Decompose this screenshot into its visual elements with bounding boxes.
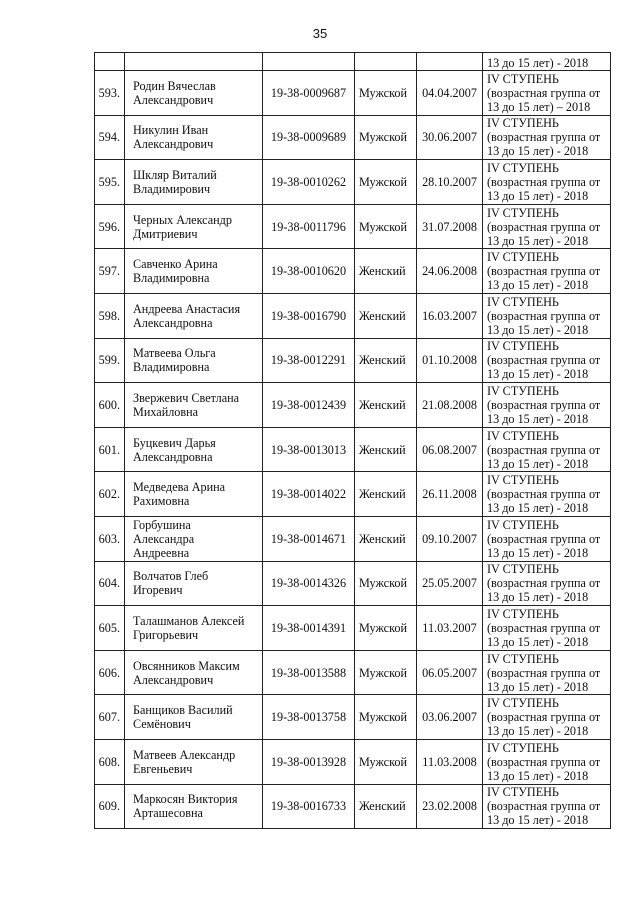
grade-line: IV СТУПЕНЬ <box>487 517 559 532</box>
name-line: Черных Александр <box>133 212 232 227</box>
grade-line: 13 до 15 лет) - 2018 <box>487 768 589 783</box>
sex-cell: Мужской <box>355 650 417 695</box>
name-line: Буцкевич Дарья <box>133 435 216 450</box>
grade-line: IV СТУПЕНЬ <box>487 294 559 309</box>
table-row <box>95 561 611 606</box>
table-row <box>95 383 611 428</box>
grade-line: (возрастная группа от <box>487 308 601 323</box>
name-line: Михайловна <box>133 404 199 419</box>
grade-line: (возрастная группа от <box>487 754 601 769</box>
grade-cell <box>483 427 611 472</box>
table-row <box>95 472 611 517</box>
grade-line: (возрастная группа от <box>487 174 601 189</box>
name-line: Александрович <box>133 92 214 107</box>
name-line: Григорьевич <box>133 627 199 642</box>
sex-cell: Женский <box>355 472 417 517</box>
grade-line: 13 до 15 лет) - 2018 <box>487 233 589 248</box>
name-line: Звержевич Светлана <box>133 390 240 405</box>
row-number-cell: 604. <box>95 561 125 606</box>
name-line: Матвеева Ольга <box>133 346 216 361</box>
table-row <box>95 784 611 829</box>
table-row <box>95 71 611 116</box>
grade-line: IV СТУПЕНЬ <box>487 250 559 265</box>
name-line: Андреевна <box>133 545 190 560</box>
sex-cell: Мужской <box>355 71 417 116</box>
row-number-cell: 608. <box>95 739 125 784</box>
row-number-cell: 600. <box>95 383 125 428</box>
name-line: Владимирович <box>133 181 211 196</box>
row-number-cell: 603. <box>95 516 125 561</box>
sex-cell: Мужской <box>355 739 417 784</box>
sex-cell: Мужской <box>355 160 417 205</box>
grade-line: (возрастная группа от <box>487 665 601 680</box>
table-row <box>95 204 611 249</box>
grade-line: IV СТУПЕНЬ <box>487 205 559 220</box>
full-name-cell <box>125 383 263 428</box>
grade-line: 13 до 15 лет) - 2018 <box>487 188 589 203</box>
sex-cell: Мужской <box>355 115 417 160</box>
grade-line: 13 до 15 лет) - 2018 <box>487 322 589 337</box>
row-number-cell: 601. <box>95 427 125 472</box>
name-line: Владимировна <box>133 360 210 375</box>
name-line: Александровна <box>133 449 213 464</box>
birth-date-cell: 03.06.2007 <box>417 695 483 740</box>
row-number-cell: 599. <box>95 338 125 383</box>
page-number: 35 <box>312 26 328 41</box>
sex-cell: Женский <box>355 249 417 294</box>
name-line: Семёнович <box>133 717 191 732</box>
name-line: Никулин Иван <box>133 123 209 138</box>
birth-date-cell: 01.10.2008 <box>417 338 483 383</box>
full-name-cell <box>125 650 263 695</box>
grade-line: 13 до 15 лет) - 2018 <box>487 590 589 605</box>
birth-date-cell: 11.03.2008 <box>417 739 483 784</box>
birth-date-cell: 25.05.2007 <box>417 561 483 606</box>
grade-cell <box>483 115 611 160</box>
table-row <box>95 516 611 561</box>
sex-cell: Мужской <box>355 695 417 740</box>
sex-cell: Женский <box>355 516 417 561</box>
row-number-cell: 602. <box>95 472 125 517</box>
name-line: Волчатов Глеб <box>133 569 209 584</box>
row-number-cell: 595. <box>95 160 125 205</box>
name-line: Маркосян Виктория <box>133 792 238 807</box>
grade-cell <box>483 784 611 829</box>
name-line: Савченко Арина <box>133 257 218 272</box>
registration-id-cell: 19-38-0013588 <box>263 650 355 695</box>
grade-line: IV СТУПЕНЬ <box>487 116 559 131</box>
name-line: Медведева Арина <box>133 480 226 495</box>
full-name-cell <box>125 160 263 205</box>
sex-cell: Женский <box>355 784 417 829</box>
sex-cell: Мужской <box>355 561 417 606</box>
full-name-cell <box>125 516 263 561</box>
grade-line: 13 до 15 лет) - 2018 <box>487 411 589 426</box>
name-line: Александрович <box>133 137 214 152</box>
sex-cell: Женский <box>355 338 417 383</box>
birth-date-cell: 31.07.2008 <box>417 204 483 249</box>
grade-cell <box>483 293 611 338</box>
continued-date-cell <box>417 53 483 71</box>
name-line: Дмитриевич <box>133 226 198 241</box>
row-number-cell: 594. <box>95 115 125 160</box>
grade-cell <box>483 561 611 606</box>
grade-line: (возрастная группа от <box>487 353 601 368</box>
row-number-cell: 609. <box>95 784 125 829</box>
grade-line: IV СТУПЕНЬ <box>487 160 559 175</box>
row-number-cell: 593. <box>95 71 125 116</box>
table-row <box>95 650 611 695</box>
grade-cell <box>483 650 611 695</box>
name-line: Андреева Анастасия <box>133 301 241 316</box>
grade-cell <box>483 516 611 561</box>
registration-id-cell: 19-38-0011796 <box>263 204 355 249</box>
grade-cell <box>483 338 611 383</box>
grade-cell <box>483 739 611 784</box>
registration-id-cell: 19-38-0012439 <box>263 383 355 428</box>
grade-line: (возрастная группа от <box>487 710 601 725</box>
grade-line: (возрастная группа от <box>487 264 601 279</box>
name-line: Матвеев Александр <box>133 747 236 762</box>
registration-id-cell: 19-38-0013758 <box>263 695 355 740</box>
registration-id-cell: 19-38-0013013 <box>263 427 355 472</box>
grade-line: 13 до 15 лет) - 2018 <box>487 813 589 828</box>
registry-table <box>94 52 611 829</box>
grade-line: (возрастная группа от <box>487 85 601 100</box>
full-name-cell <box>125 204 263 249</box>
full-name-cell <box>125 472 263 517</box>
birth-date-cell: 28.10.2007 <box>417 160 483 205</box>
grade-cell <box>483 204 611 249</box>
registration-id-cell: 19-38-0014391 <box>263 606 355 651</box>
birth-date-cell: 16.03.2007 <box>417 293 483 338</box>
grade-line: (возрастная группа от <box>487 130 601 145</box>
birth-date-cell: 06.05.2007 <box>417 650 483 695</box>
table-row <box>95 427 611 472</box>
row-number-cell: 607. <box>95 695 125 740</box>
grade-line: IV СТУПЕНЬ <box>487 473 559 488</box>
grade-line: IV СТУПЕНЬ <box>487 696 559 711</box>
row-number-cell: 605. <box>95 606 125 651</box>
name-line: Овсянников Максим <box>133 658 240 673</box>
full-name-cell <box>125 784 263 829</box>
name-line: Евгеньевич <box>133 761 193 776</box>
grade-line: 13 до 15 лет) - 2018 <box>487 144 589 159</box>
row-number-cell: 596. <box>95 204 125 249</box>
full-name-cell <box>125 71 263 116</box>
name-line: Александровна <box>133 315 213 330</box>
grade-cell <box>483 606 611 651</box>
name-line: Шкляр Виталий <box>133 167 217 182</box>
continued-name-cell <box>125 53 263 71</box>
name-line: Александра <box>133 531 195 546</box>
sex-cell: Женский <box>355 383 417 428</box>
birth-date-cell: 26.11.2008 <box>417 472 483 517</box>
grade-line: 13 до 15 лет) - 2018 <box>487 679 589 694</box>
continued-grade-tail: 13 до 15 лет) - 2018 <box>487 56 589 70</box>
grade-line: (возрастная группа от <box>487 576 601 591</box>
birth-date-cell: 11.03.2007 <box>417 606 483 651</box>
birth-date-cell: 06.08.2007 <box>417 427 483 472</box>
grade-line: IV СТУПЕНЬ <box>487 428 559 443</box>
full-name-cell <box>125 561 263 606</box>
birth-date-cell: 09.10.2007 <box>417 516 483 561</box>
table-row <box>95 160 611 205</box>
table-row <box>95 293 611 338</box>
sex-cell: Мужской <box>355 204 417 249</box>
grade-line: IV СТУПЕНЬ <box>487 606 559 621</box>
grade-line: (возрастная группа от <box>487 620 601 635</box>
registration-id-cell: 19-38-0013928 <box>263 739 355 784</box>
grade-line: (возрастная группа от <box>487 397 601 412</box>
grade-line: IV СТУПЕНЬ <box>487 740 559 755</box>
continued-grade-cell <box>483 53 611 71</box>
grade-cell <box>483 695 611 740</box>
grade-line: 13 до 15 лет) - 2018 <box>487 456 589 471</box>
grade-cell <box>483 383 611 428</box>
registration-id-cell: 19-38-0016790 <box>263 293 355 338</box>
full-name-cell <box>125 695 263 740</box>
table-row <box>95 739 611 784</box>
table-row <box>95 338 611 383</box>
grade-line: IV СТУПЕНЬ <box>487 383 559 398</box>
continued-num-cell <box>95 53 125 71</box>
grade-line: 13 до 15 лет) - 2018 <box>487 278 589 293</box>
grade-line: 13 до 15 лет) – 2018 <box>487 99 591 114</box>
registry-table-body <box>95 53 611 829</box>
sex-cell: Женский <box>355 427 417 472</box>
registration-id-cell: 19-38-0010620 <box>263 249 355 294</box>
grade-line: 13 до 15 лет) - 2018 <box>487 545 589 560</box>
full-name-cell <box>125 338 263 383</box>
full-name-cell <box>125 739 263 784</box>
row-number-cell: 597. <box>95 249 125 294</box>
grade-line: 13 до 15 лет) - 2018 <box>487 367 589 382</box>
grade-line: IV СТУПЕНЬ <box>487 71 559 86</box>
registration-id-cell: 19-38-0009689 <box>263 115 355 160</box>
full-name-cell <box>125 606 263 651</box>
grade-line: 13 до 15 лет) - 2018 <box>487 501 589 516</box>
name-line: Игоревич <box>133 583 183 598</box>
registration-id-cell: 19-38-0009687 <box>263 71 355 116</box>
grade-cell <box>483 160 611 205</box>
table-row <box>95 115 611 160</box>
grade-line: IV СТУПЕНЬ <box>487 651 559 666</box>
name-line: Горбушина <box>133 517 191 532</box>
continued-row <box>95 53 611 71</box>
birth-date-cell: 04.04.2007 <box>417 71 483 116</box>
row-number-cell: 606. <box>95 650 125 695</box>
table-row <box>95 249 611 294</box>
grade-line: IV СТУПЕНЬ <box>487 562 559 577</box>
registration-id-cell: 19-38-0014022 <box>263 472 355 517</box>
registration-id-cell: 19-38-0012291 <box>263 338 355 383</box>
grade-line: (возрастная группа от <box>487 799 601 814</box>
registration-id-cell: 19-38-0016733 <box>263 784 355 829</box>
continued-sex-cell <box>355 53 417 71</box>
row-number-cell: 598. <box>95 293 125 338</box>
name-line: Родин Вячеслав <box>133 78 216 93</box>
full-name-cell <box>125 115 263 160</box>
name-line: Рахимовна <box>133 494 190 509</box>
registration-id-cell: 19-38-0010262 <box>263 160 355 205</box>
grade-line: IV СТУПЕНЬ <box>487 339 559 354</box>
full-name-cell <box>125 427 263 472</box>
table-row <box>95 695 611 740</box>
grade-line: (возрастная группа от <box>487 531 601 546</box>
sex-cell: Мужской <box>355 606 417 651</box>
grade-line: IV СТУПЕНЬ <box>487 785 559 800</box>
registration-id-cell: 19-38-0014671 <box>263 516 355 561</box>
birth-date-cell: 23.02.2008 <box>417 784 483 829</box>
grade-line: 13 до 15 лет) - 2018 <box>487 634 589 649</box>
grade-cell <box>483 472 611 517</box>
sex-cell: Женский <box>355 293 417 338</box>
grade-cell <box>483 249 611 294</box>
birth-date-cell: 21.08.2008 <box>417 383 483 428</box>
birth-date-cell: 24.06.2008 <box>417 249 483 294</box>
grade-cell <box>483 71 611 116</box>
grade-line: (возрастная группа от <box>487 442 601 457</box>
grade-line: (возрастная группа от <box>487 219 601 234</box>
birth-date-cell: 30.06.2007 <box>417 115 483 160</box>
full-name-cell <box>125 249 263 294</box>
name-line: Банщиков Василий <box>133 703 233 718</box>
registration-id-cell: 19-38-0014326 <box>263 561 355 606</box>
name-line: Владимировна <box>133 271 210 286</box>
continued-id-cell <box>263 53 355 71</box>
name-line: Александрович <box>133 672 214 687</box>
grade-line: (возрастная группа от <box>487 487 601 502</box>
name-line: Арташесовна <box>133 806 203 821</box>
name-line: Талашманов Алексей <box>133 613 245 628</box>
table-row <box>95 606 611 651</box>
grade-line: 13 до 15 лет) - 2018 <box>487 724 589 739</box>
full-name-cell <box>125 293 263 338</box>
